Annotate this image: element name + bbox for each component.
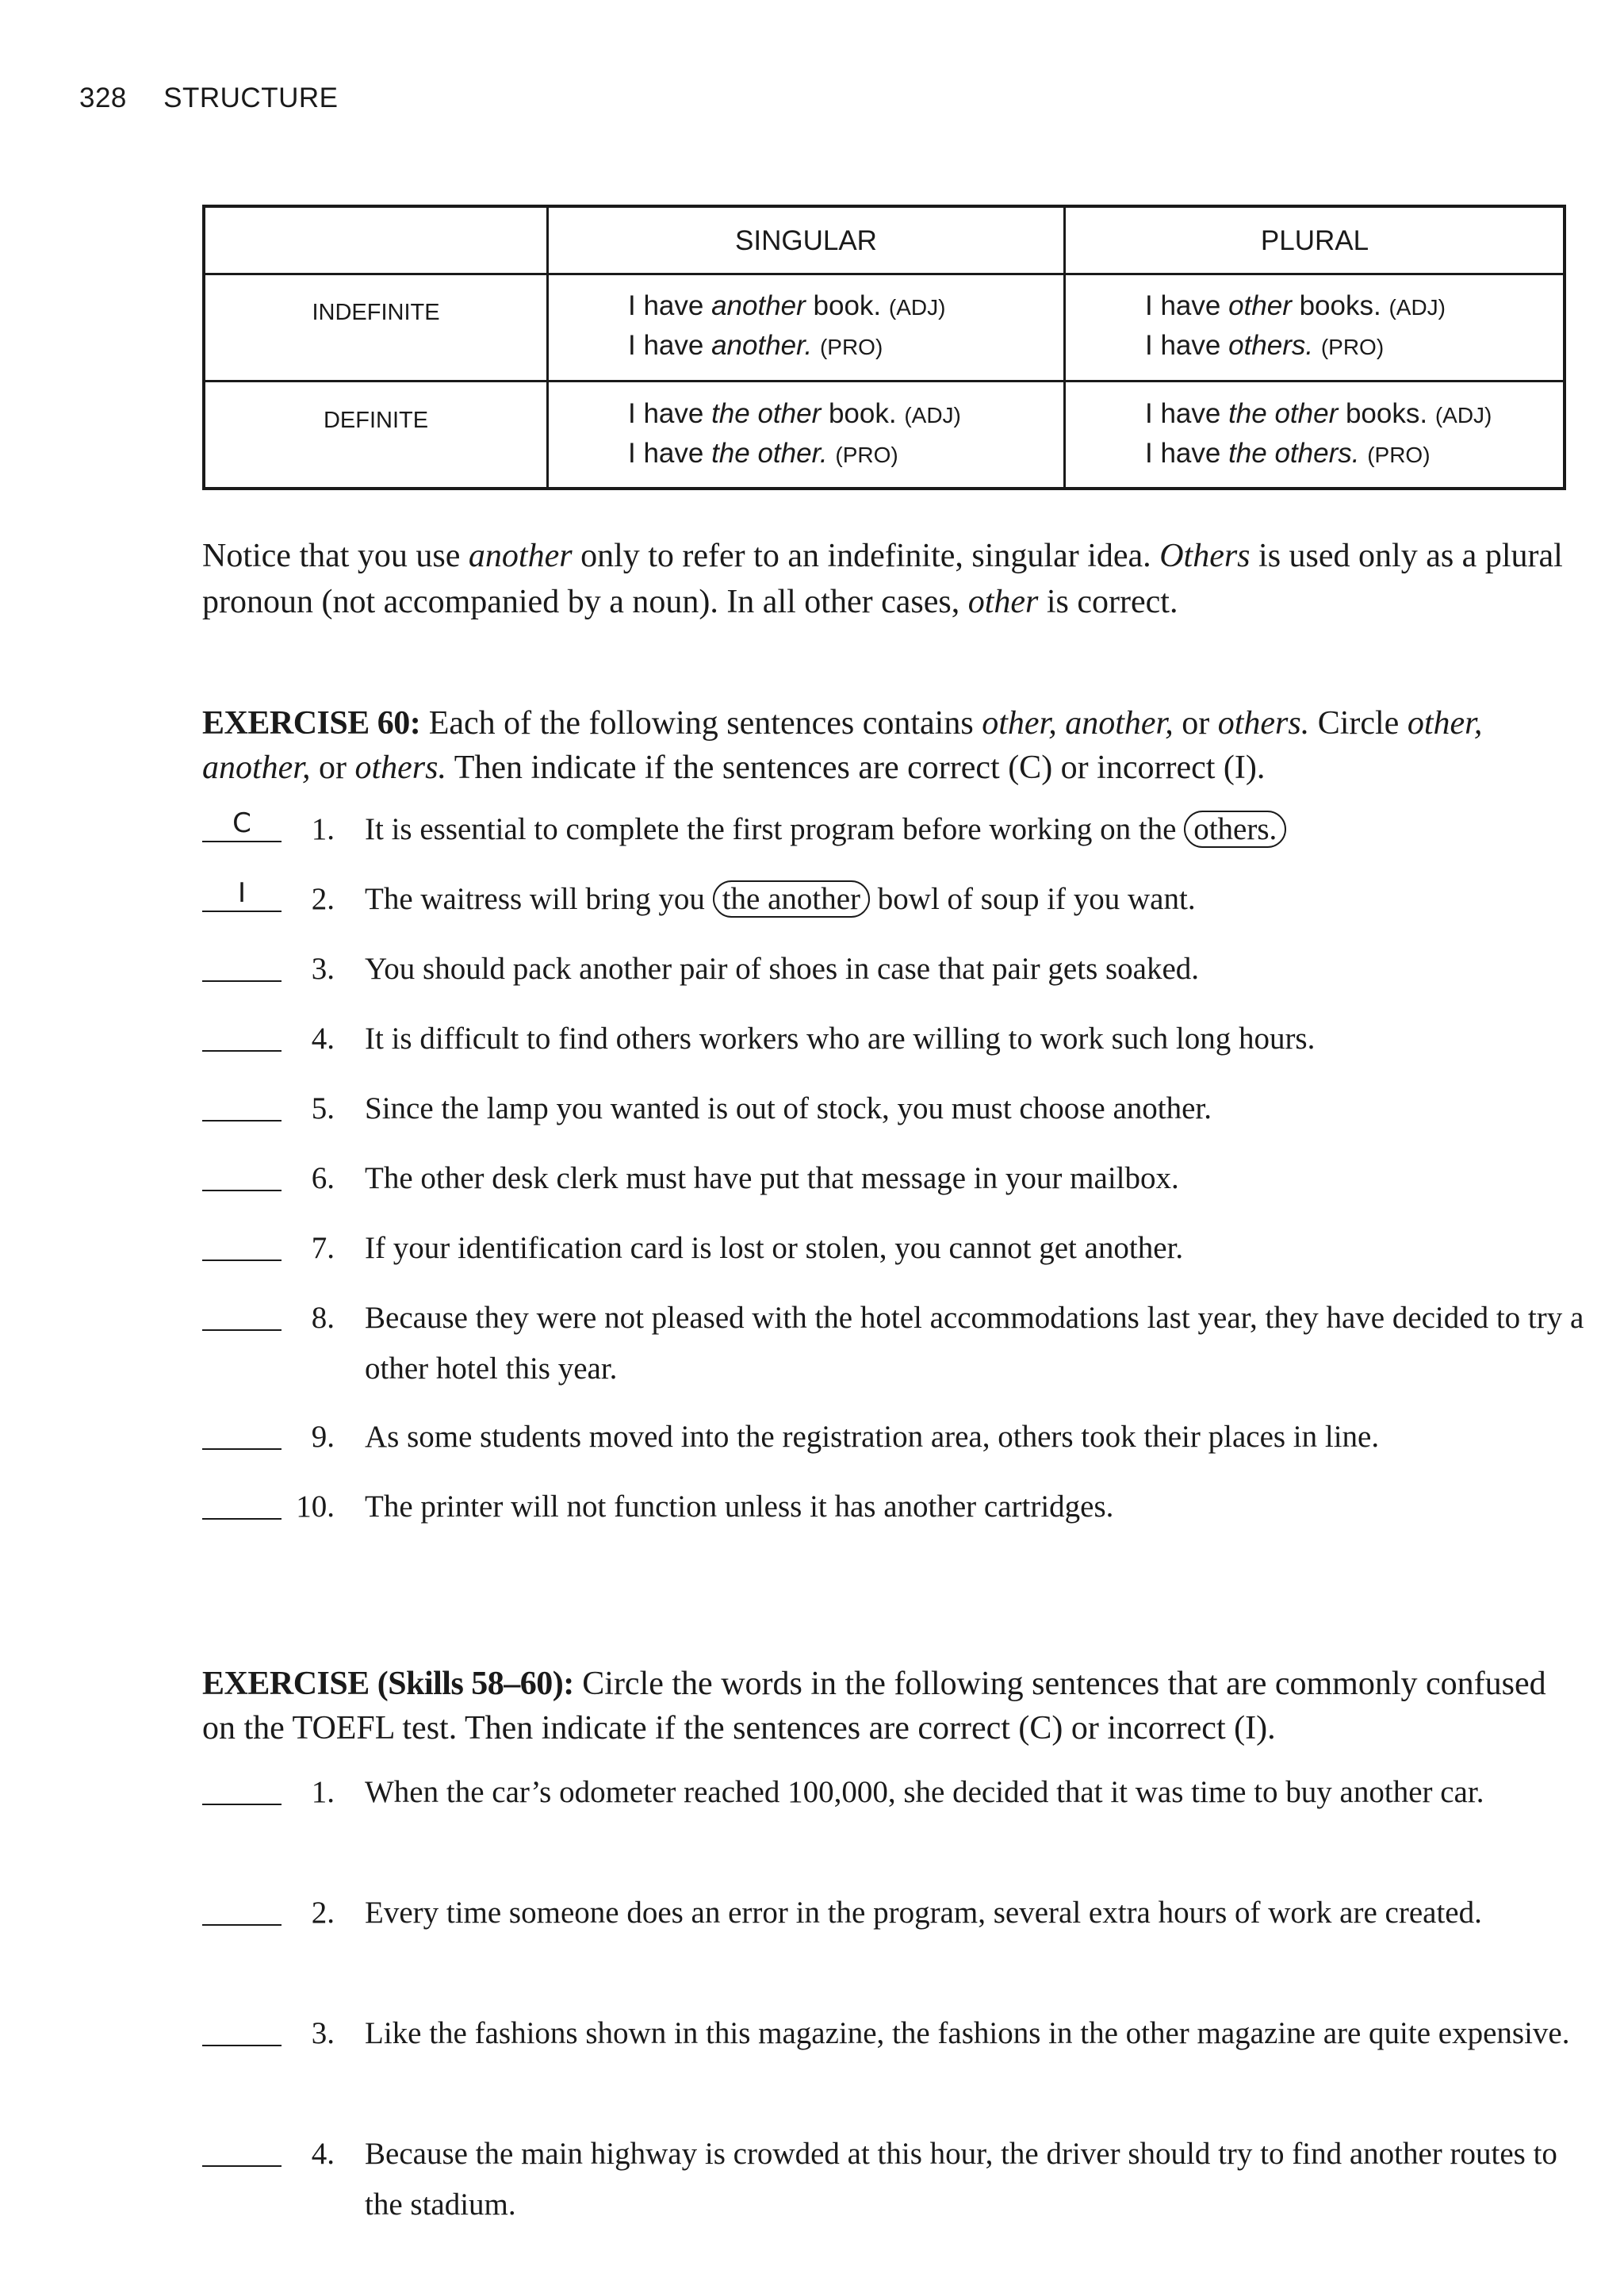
item-sentence: Every time someone does an error in the program, several extra hours of work are created.	[365, 1896, 1482, 1930]
item-number: 6.	[311, 1161, 335, 1195]
exercise-skills-instructions: EXERCISE (Skills 58–60): Circle the words in the following sentences that are commonly confused on the TOEFL test. Then indicate if the sentences are correct (C) or incorrect (I).	[202, 1666, 1546, 1746]
answer-blank[interactable]	[202, 2129, 282, 2167]
answer-blank[interactable]	[202, 1482, 282, 1520]
table-cell-definite-plural	[1145, 395, 1492, 474]
item-number: 2.	[311, 882, 335, 916]
column-header-plural: PLURAL	[1260, 225, 1369, 256]
table-line: I have the other books. (ADJ)	[1145, 398, 1492, 429]
answer-blank[interactable]	[202, 1293, 282, 1331]
item-number: 2.	[311, 1896, 335, 1930]
answer-blank[interactable]	[202, 1223, 282, 1261]
answer-blank[interactable]	[202, 804, 282, 842]
item-number: 9.	[311, 1420, 335, 1454]
answer-blank[interactable]	[202, 1888, 282, 1926]
table-line: I have another. (PRO)	[628, 330, 883, 361]
table-divider	[205, 380, 1563, 382]
answer-blank[interactable]	[202, 1767, 282, 1805]
exercise-60-instructions: EXERCISE 60: Each of the following sentences contains other, another, or others. Circle other, another, or others. Then indicate if the sentences are correct (C) or incorrect (I).	[202, 705, 1483, 786]
table-cell-indefinite-plural	[1145, 287, 1446, 366]
item-sentence: As some students moved into the registration area, others took their places in line.	[365, 1420, 1380, 1454]
row-header-indefinite: INDEFINITE	[312, 300, 440, 325]
item-sentence: The printer will not function unless it has another cartridges.	[365, 1490, 1114, 1524]
table-line: I have the others. (PRO)	[1145, 438, 1431, 469]
table-line: I have other books. (ADJ)	[1145, 290, 1446, 321]
item-sentence: You should pack another pair of shoes in case that pair gets soaked.	[365, 952, 1200, 986]
answer-mark: C	[232, 807, 251, 839]
section-title: STRUCTURE	[163, 82, 339, 113]
answer-blank[interactable]	[202, 1014, 282, 1052]
answer-blank[interactable]	[202, 1153, 282, 1191]
item-number: 3.	[311, 2016, 335, 2050]
item-number: 1.	[311, 812, 335, 846]
item-number: 3.	[311, 952, 335, 986]
item-number: 8.	[311, 1301, 335, 1335]
item-sentence: The other desk clerk must have put that message in your mailbox.	[365, 1161, 1179, 1195]
answer-blank[interactable]	[202, 1083, 282, 1121]
answer-blank[interactable]	[202, 874, 282, 912]
table-line: I have another book. (ADJ)	[628, 290, 946, 321]
notice-paragraph: Notice that you use another only to refer to an indefinite, singular idea. Others is used only as a plural pronoun (not accompanied by a noun). In all other cases, other is correct.	[202, 538, 1563, 620]
answer-blank[interactable]	[202, 2008, 282, 2046]
table-line: I have others. (PRO)	[1145, 330, 1385, 361]
item-sentence: Because the main highway is crowded at this hour, the driver should try to find another routes to the stadium.	[365, 2137, 1557, 2222]
answer-blank[interactable]	[202, 1412, 282, 1450]
item-number: 7.	[311, 1231, 335, 1265]
item-number: 4.	[311, 2137, 335, 2171]
row-header-definite: DEFINITE	[323, 408, 429, 433]
item-number: 4.	[311, 1022, 335, 1056]
exercise-60-title: EXERCISE 60:	[202, 705, 421, 742]
grammar-table	[202, 205, 1566, 490]
column-header-singular: SINGULAR	[735, 225, 877, 256]
item-sentence: Since the lamp you wanted is out of stock, you must choose another.	[365, 1091, 1212, 1125]
page-number: 328	[79, 82, 127, 113]
answer-mark: I	[237, 877, 247, 909]
item-sentence: It is essential to complete the first program before working on the others.	[365, 804, 1586, 855]
item-number: 1.	[311, 1775, 335, 1809]
item-sentence: When the car’s odometer reached 100,000, she decided that it was time to buy another car.	[365, 1775, 1484, 1809]
item-number: 5.	[311, 1091, 335, 1125]
answer-blank[interactable]	[202, 944, 282, 982]
table-divider	[205, 273, 1563, 275]
table-line: I have the other book. (ADJ)	[628, 398, 961, 429]
item-number: 10.	[296, 1490, 335, 1524]
item-sentence: The waitress will bring you the another bowl of soup if you want.	[365, 882, 1196, 916]
circled-word: the another	[713, 880, 870, 918]
page-header	[79, 82, 338, 114]
item-sentence: Because they were not pleased with the hotel accommodations last year, they have decided to try a other hotel this year.	[365, 1301, 1584, 1386]
item-sentence: Like the fashions shown in this magazine, the fashions in the other magazine are quite expensive.	[365, 2016, 1570, 2050]
table-cell-indefinite-singular	[628, 287, 945, 366]
table-cell-definite-singular	[628, 395, 961, 474]
table-line: I have the other. (PRO)	[628, 438, 898, 469]
exercise-skills-title: EXERCISE (Skills 58–60):	[202, 1666, 574, 1702]
item-sentence: If your identification card is lost or stolen, you cannot get another.	[365, 1231, 1184, 1265]
circled-word: others.	[1184, 811, 1286, 848]
item-sentence: It is difficult to find others workers who are willing to work such long hours.	[365, 1022, 1316, 1056]
